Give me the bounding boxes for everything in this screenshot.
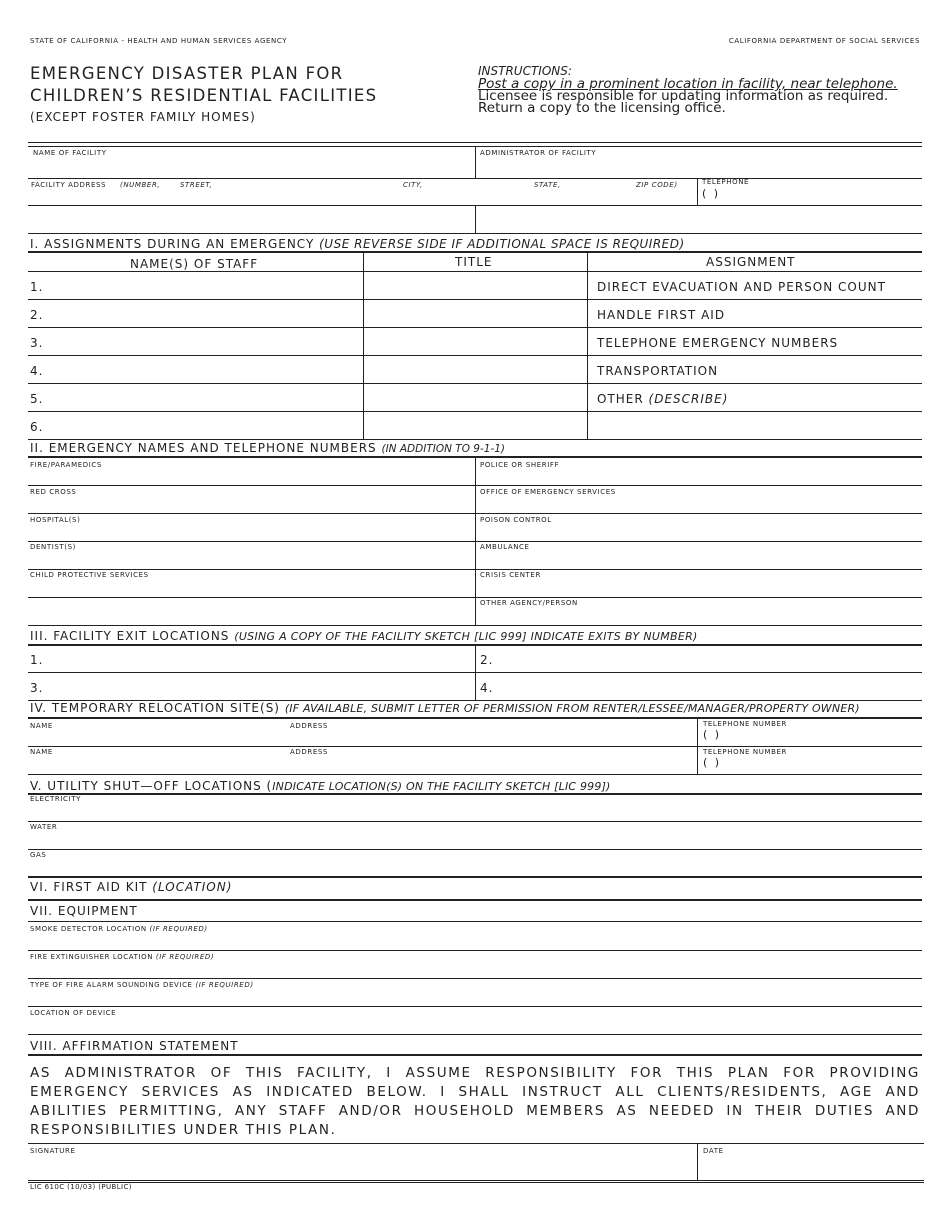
facility-name-field[interactable] <box>33 157 471 177</box>
address-zip-label: ZIP CODE) <box>636 181 678 189</box>
col-staff-header: NAME(S) OF STAFF <box>130 257 259 271</box>
assignment-row-5-note: (DESCRIBE) <box>648 392 729 406</box>
date-label: DATE <box>703 1147 724 1155</box>
section1-note: (USE REVERSE SIDE IF ADDITIONAL SPACE IS REQUIRED) <box>319 237 685 251</box>
gas-label: GAS <box>30 851 47 859</box>
address-continued-field[interactable] <box>33 207 471 231</box>
section3-note: (USING A COPY OF THE FACILITY SKETCH [LIC 999] INDICATE EXITS BY NUMBER) <box>234 630 698 643</box>
section4-note: (IF AVAILABLE, SUBMIT LETTER OF PERMISSION FROM RENTER/LESSEE/MANAGER/PROPERTY OWNER) <box>284 702 860 715</box>
relocation-2-phone-label: TELEPHONE NUMBER <box>703 748 787 756</box>
staff-row-6-num: 6. <box>30 420 44 434</box>
address-street-label: STREET, <box>180 181 213 189</box>
form-title-line2: CHILDREN’S RESIDENTIAL FACILITIES <box>30 86 378 105</box>
red-cross-label: RED CROSS <box>30 488 77 496</box>
instruction-update: Licensee is responsible for updating information as required. <box>478 88 889 104</box>
agency-label: STATE OF CALIFORNIA - HEALTH AND HUMAN SERVICES AGENCY <box>30 37 288 45</box>
hospitals-label: HOSPITAL(S) <box>30 516 81 524</box>
dentists-label: DENTIST(S) <box>30 543 77 551</box>
assignment-row-2: HANDLE FIRST AID <box>597 308 726 322</box>
facility-phone-area-code[interactable]: ( ) <box>702 187 721 200</box>
form-subtitle: (EXCEPT FOSTER FAMILY HOMES) <box>30 110 256 124</box>
section8-title: VIII. AFFIRMATION STATEMENT <box>30 1039 239 1053</box>
address-state-label: STATE, <box>534 181 561 189</box>
col-title-header: TITLE <box>455 255 493 269</box>
facility-telephone-label: TELEPHONE <box>702 178 750 186</box>
exit-4-num: 4. <box>480 681 494 695</box>
exit-3-num: 3. <box>30 681 44 695</box>
signature-label: SIGNATURE <box>30 1147 76 1155</box>
instruction-post-copy: Post a copy in a prominent location in facility, near telephone. <box>478 76 898 92</box>
facility-address-label: FACILITY ADDRESS <box>31 181 107 189</box>
fire-paramedics-label: FIRE/PARAMEDICS <box>30 461 102 469</box>
smoke-detector-label: SMOKE DETECTOR LOCATION (IF REQUIRED) <box>30 925 208 933</box>
relocation-2-address-label: ADDRESS <box>290 748 328 756</box>
staff-row-2-num: 2. <box>30 308 44 322</box>
child-protective-label: CHILD PROTECTIVE SERVICES <box>30 571 149 579</box>
exit-1-num: 1. <box>30 653 44 667</box>
assignment-row-1: DIRECT EVACUATION AND PERSON COUNT <box>597 280 886 294</box>
device-location-label: LOCATION OF DEVICE <box>30 1009 117 1017</box>
relocation-1-phone-label: TELEPHONE NUMBER <box>703 720 787 728</box>
relocation-2-phone-area[interactable]: ( ) <box>703 756 722 769</box>
fire-alarm-label: TYPE OF FIRE ALARM SOUNDING DEVICE (IF REQUIRED) <box>30 981 254 989</box>
staff-row-3-num: 3. <box>30 336 44 350</box>
section4-title: IV. TEMPORARY RELOCATION SITE(S) (IF AVAILABLE, SUBMIT LETTER OF PERMISSION FROM RENTER/LESSEE/MANAGER/PROPERTY OWNER) <box>30 701 860 715</box>
section5-note: INDICATE LOCATION(S) ON THE FACILITY SKETCH [LIC 999]) <box>272 780 611 793</box>
affirmation-statement: AS ADMINISTRATOR OF THIS FACILITY, I ASSUME RESPONSIBILITY FOR THIS PLAN FOR PROVIDING EMERGENCY SERVICES AS INDICATED BELOW. I SHALL INSTRUCT ALL CLIENTS/RESIDENTS, AGE AND ABILITIES PERMITTING, ANY STAFF AND/OR HOUSEHOLD MEMBERS AS NEEDED IN THEIR DUTIES AND RESPONSIBILITIES UNDER THIS PLAN. <box>30 1065 920 1138</box>
administrator-label: ADMINISTRATOR OF FACILITY <box>480 149 597 157</box>
assignment-row-3: TELEPHONE EMERGENCY NUMBERS <box>597 336 839 350</box>
col-assignment-header: ASSIGNMENT <box>706 255 796 269</box>
poison-control-label: POISON CONTROL <box>480 516 552 524</box>
fire-extinguisher-label: FIRE EXTINGUISHER LOCATION (IF REQUIRED) <box>30 953 215 961</box>
staff-row-4-num: 4. <box>30 364 44 378</box>
staff-row-1-num: 1. <box>30 280 44 294</box>
section6-note: (LOCATION) <box>152 880 233 894</box>
signature-field[interactable] <box>30 1156 690 1178</box>
relocation-1-name-label: NAME <box>30 722 53 730</box>
police-sheriff-label: POLICE OR SHERIFF <box>480 461 560 469</box>
section2-note: (IN ADDITION TO 9-1-1) <box>381 443 506 455</box>
emergency-services-label: OFFICE OF EMERGENCY SERVICES <box>480 488 616 496</box>
section1-title: I. ASSIGNMENTS DURING AN EMERGENCY (USE REVERSE SIDE IF ADDITIONAL SPACE IS REQUIRED) <box>30 237 685 251</box>
crisis-center-label: CRISIS CENTER <box>480 571 541 579</box>
electricity-label: ELECTRICITY <box>30 795 81 803</box>
assignment-row-4: TRANSPORTATION <box>597 364 719 378</box>
facility-name-label: NAME OF FACILITY <box>33 149 107 157</box>
section7-title: VII. EQUIPMENT <box>30 904 138 918</box>
staff-row-5-num: 5. <box>30 392 44 406</box>
instructions-label: INSTRUCTIONS: <box>478 64 572 78</box>
section3-title: III. FACILITY EXIT LOCATIONS (USING A COPY OF THE FACILITY SKETCH [LIC 999] INDICATE EXITS BY NUMBER) <box>30 629 698 643</box>
address-number-label: (NUMBER, <box>120 181 161 189</box>
ambulance-label: AMBULANCE <box>480 543 530 551</box>
section5-title: V. UTILITY SHUT—OFF LOCATIONS (INDICATE LOCATION(S) ON THE FACILITY SKETCH [LIC 999]) <box>30 779 611 793</box>
instruction-return: Return a copy to the licensing office. <box>478 100 726 116</box>
exit-2-num: 2. <box>480 653 494 667</box>
relocation-2-name-label: NAME <box>30 748 53 756</box>
section6-title: VI. FIRST AID KIT (LOCATION) <box>30 880 233 894</box>
section2-title: II. EMERGENCY NAMES AND TELEPHONE NUMBERS (IN ADDITION TO 9-1-1) <box>30 441 506 455</box>
form-title-line1: EMERGENCY DISASTER PLAN FOR <box>30 64 344 83</box>
date-field[interactable] <box>703 1156 918 1178</box>
address-city-label: CITY, <box>403 181 423 189</box>
relocation-1-address-label: ADDRESS <box>290 722 328 730</box>
water-label: WATER <box>30 823 58 831</box>
form-id: LIC 610C (10/03) (PUBLIC) <box>30 1183 132 1191</box>
department-label: CALIFORNIA DEPARTMENT OF SOCIAL SERVICES <box>728 37 920 45</box>
relocation-1-phone-area[interactable]: ( ) <box>703 728 722 741</box>
other-agency-label: OTHER AGENCY/PERSON <box>480 599 578 607</box>
administrator-field[interactable] <box>480 157 918 177</box>
assignment-row-5: OTHER (DESCRIBE) <box>597 392 729 406</box>
